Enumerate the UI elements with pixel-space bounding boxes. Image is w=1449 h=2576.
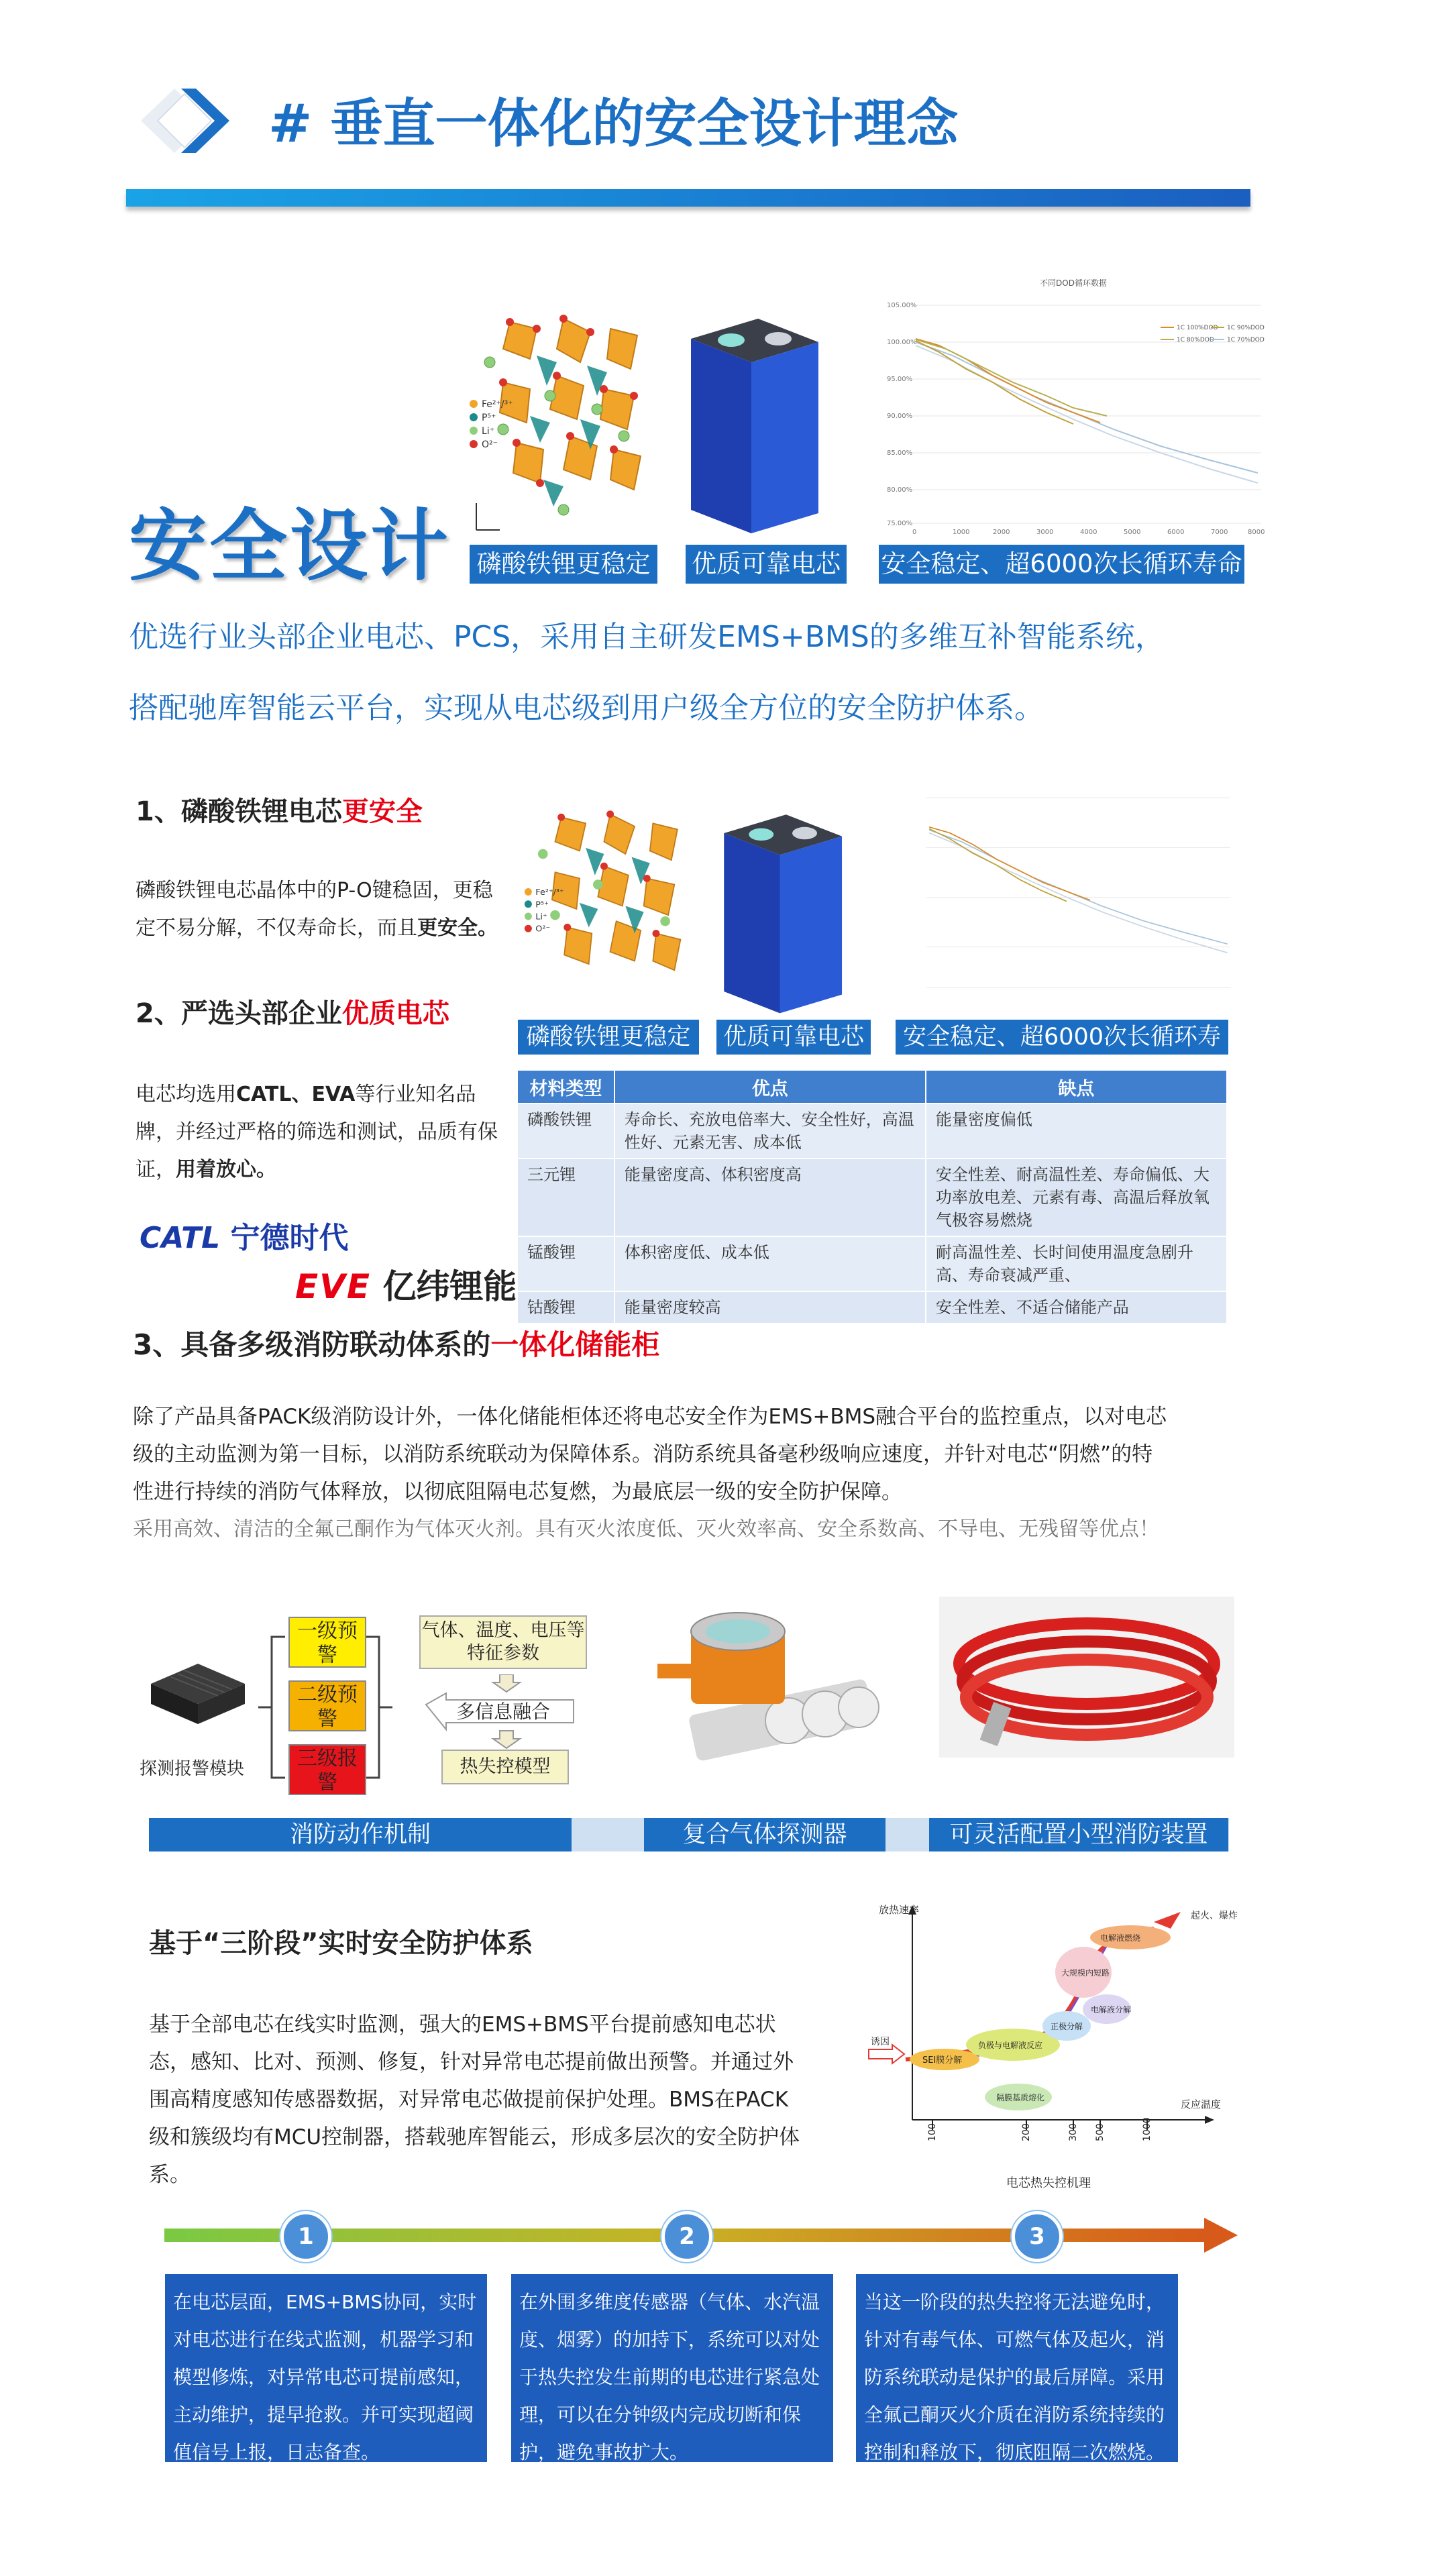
section2-heading-text: 2、严选头部企业: [136, 998, 342, 1029]
thermal-chart-caption: 电芯热失控机理: [1006, 2176, 1091, 2190]
table-cell: 锰酸锂: [517, 1236, 614, 1291]
step-badge-1: 1: [280, 2211, 331, 2262]
stage-sei-label: SEI膜分解: [922, 2055, 963, 2065]
header-underline: [126, 189, 1250, 207]
stage-electrolyte-label: 电解液分解: [1091, 2005, 1132, 2015]
svg-text:P⁵⁺: P⁵⁺: [535, 900, 549, 910]
level-1-warning: [288, 1617, 366, 1668]
table-header: 缺点: [926, 1070, 1227, 1104]
thermal-tick: 200: [1021, 2123, 1032, 2141]
material-table: [517, 1069, 1228, 1324]
model-box: [441, 1750, 569, 1784]
cycle-life-chart-2: [885, 771, 1248, 1000]
svg-text:1000: 1000: [953, 529, 970, 536]
svg-text:O²⁻: O²⁻: [535, 924, 551, 934]
svg-text:P⁵⁺: P⁵⁺: [482, 413, 496, 423]
thermal-y-label: 放热速率: [879, 1904, 920, 1916]
svg-text:1C 80%DOD: 1C 80%DOD: [1177, 337, 1214, 343]
caption-fire-mechanism: 消防动作机制: [149, 1818, 572, 1851]
section1-heading: [136, 795, 423, 828]
catl-logo: [140, 1220, 349, 1257]
level-3-alarm: [288, 1744, 366, 1795]
catl-logo-en: CATL: [140, 1221, 221, 1255]
section1-text-bold: 更安全。: [417, 916, 498, 940]
table-header: 优点: [614, 1070, 926, 1104]
stage-cathode-label: 正极分解: [1051, 2022, 1083, 2031]
section1-text: [136, 872, 498, 947]
table-header-row: [517, 1070, 1227, 1104]
table-cell: 寿命长、充放电倍率大、安全性好，高温性好、元素无害、成本低: [614, 1104, 926, 1159]
step-box-3: 当这一阶段的热失控将无法避免时，针对有毒气体、可燃气体及起火，消防系统联动是保护的最后屏障。采用全氟己酮灭火介质在消防系统持续的控制和释放下，彻底阻隔二次燃烧。: [856, 2274, 1178, 2462]
svg-text:Fe²⁺/³⁺: Fe²⁺/³⁺: [482, 399, 513, 410]
svg-text:0: 0: [912, 529, 917, 536]
section1-heading-text: 1、磷酸铁锂电芯: [136, 796, 342, 827]
three-stage-para: 基于全部电芯在线实时监测，强大的EMS+BMS平台提前感知电芯状态，感知、比对、预测、修复，针对异常电芯提前做出预警。并通过外围高精度感知传感器数据，对异常电芯做提前保护处理。BMS在PACK级和簇级均有MCU控制器，搭载驰库智能云，形成多层次的安全防护体系。: [149, 2012, 800, 2187]
svg-text:5000: 5000: [1124, 529, 1141, 536]
table-cell: 钴酸锂: [517, 1291, 614, 1324]
svg-text:8000: 8000: [1248, 529, 1265, 536]
cycle-chart-title: 不同DOD循环数据: [1040, 278, 1107, 288]
mid-caption-lfp: 磷酸铁锂更稳定: [518, 1020, 699, 1055]
mid-caption-cycle: 安全稳定、超6000次长循环寿: [896, 1020, 1228, 1055]
section3-heading-highlight: 一体化储能柜: [490, 1328, 660, 1361]
section2-heading-highlight: 优质电芯: [341, 998, 449, 1029]
level-3-label: 三级报警: [297, 1747, 358, 1794]
table-cell: 能量密度较高: [614, 1291, 926, 1324]
stage-combustion-label: 电解液燃烧: [1100, 1933, 1141, 1943]
svg-text:3000: 3000: [1036, 529, 1054, 536]
table-row: [517, 1159, 1227, 1236]
svg-text:95.00%: 95.00%: [887, 376, 913, 383]
table-row: [517, 1104, 1227, 1159]
svg-text:Fe²⁺/³⁺: Fe²⁺/³⁺: [535, 888, 564, 898]
caption-cycle-life: 安全稳定、超6000次长循环寿命: [879, 545, 1244, 584]
svg-text:2000: 2000: [993, 529, 1010, 536]
step-box-2: 在外围多维度传感器（气体、水汽温度、烟雾）的加持下，系统可以对处于热失控发生前期的电芯进行紧急处理，可以在分钟级内完成切断和保护，避免事故扩大。: [511, 2274, 833, 2462]
section2-heading: [136, 997, 449, 1030]
thermal-runaway-chart: [865, 1898, 1254, 2194]
caption-gas-detector: 复合气体探测器: [644, 1818, 885, 1851]
crystal-structure-image-2: [517, 805, 698, 1013]
three-stage-title: 基于“三阶段”实时安全防护体系: [149, 1928, 533, 1959]
gas-detector-image: [644, 1603, 906, 1771]
svg-text:1C 100%DOD: 1C 100%DOD: [1177, 325, 1218, 331]
level-1-label: 一级预警: [297, 1619, 358, 1667]
svg-text:Li⁺: Li⁺: [535, 912, 547, 922]
page-title: [268, 94, 959, 154]
table-cell: 三元锂: [517, 1159, 614, 1236]
eve-logo: [295, 1267, 517, 1307]
section2-text-bold: 用着放心。: [176, 1158, 276, 1181]
table-cell: 能量密度高、体积密度高: [614, 1159, 926, 1236]
eve-logo-en: EVE: [295, 1267, 372, 1306]
mid-caption-cell: 优质可靠电芯: [716, 1020, 871, 1055]
thermal-tick: 100: [927, 2123, 938, 2141]
svg-text:6000: 6000: [1167, 529, 1185, 536]
table-cell: 安全性差、耐高温性差、寿命偏低、大功率放电差、元素有毒、高温后释放氧气极容易燃烧: [926, 1159, 1227, 1236]
svg-text:Li⁺: Li⁺: [482, 426, 495, 437]
svg-text:75.00%: 75.00%: [887, 520, 913, 527]
caption-lfp-stable: 磷酸铁锂更稳定: [470, 545, 657, 584]
table-row: [517, 1236, 1227, 1291]
params-label: 气体、温度、电压等特征参数: [421, 1620, 585, 1664]
section3-heading: [133, 1327, 659, 1363]
section3-para-line-4: 采用高效、清洁的全氟己酮作为气体灭火剂。具有灭火浓度低、灭火效率高、安全系数高、不导电、无残留等优点！: [133, 1517, 1159, 1541]
level-2-label: 二级预警: [297, 1683, 358, 1731]
svg-text:1C 70%DOD: 1C 70%DOD: [1227, 337, 1265, 343]
thermal-tick: 1000: [1142, 2117, 1152, 2141]
fusion-label: 多信息融合: [456, 1701, 551, 1723]
step-box-1: 在电芯层面，EMS+BMS协同，实时对电芯进行在线式监测，机器学习和模型修炼，对异常电芯可提前感知，主动维护，提早抢救。并可实现超阈值信号上报，日志备查。: [165, 2274, 487, 2462]
crystal-structure-image: [463, 309, 657, 537]
section1-heading-highlight: 更安全: [341, 796, 423, 827]
caption-quality-cell: 优质可靠电芯: [686, 545, 847, 584]
intro-line-1: 优选行业头部企业电芯、PCS，采用自主研发EMS+BMS的多维互补智能系统，: [129, 620, 1165, 654]
table-cell: 耐高温性差、长时间使用温度急剧升高、寿命衰减严重、: [926, 1236, 1227, 1291]
section3-para-line-2: 级的主动监测为第一目标，以消防系统联动为保障体系。消防系统具备毫秒级响应速度，并针对电芯“阴燃”的特: [133, 1442, 1153, 1466]
thermal-inducement-label: 诱因: [871, 2037, 890, 2047]
svg-text:7000: 7000: [1211, 529, 1228, 536]
svg-text:4000: 4000: [1080, 529, 1097, 536]
table-row: [517, 1291, 1227, 1324]
section2-text-b: 等行业知名品牌，并经过严格的筛选和测试，品质有保证，: [136, 1083, 498, 1181]
eve-logo-cn: 亿纬锂能: [382, 1267, 517, 1306]
svg-text:80.00%: 80.00%: [887, 486, 913, 494]
params-box: [419, 1615, 587, 1669]
thermal-tick: 300: [1068, 2123, 1079, 2141]
svg-text:90.00%: 90.00%: [887, 413, 913, 420]
section1-text-body: 磷酸铁锂电芯晶体中的P-O键稳固，更稳定不易分解，不仅寿命长，而且: [136, 879, 493, 940]
table-cell: 安全性差、不适合储能产品: [926, 1291, 1227, 1324]
intro-line-2: 搭配驰库智能云平台，实现从电芯级到用户级全方位的安全防护体系。: [129, 691, 1044, 725]
table-header: 材料类型: [517, 1070, 614, 1104]
svg-text:1C 90%DOD: 1C 90%DOD: [1227, 325, 1265, 331]
battery-cell-image: [678, 312, 825, 537]
cycle-life-chart: [872, 275, 1275, 537]
section3-heading-text: 3、具备多级消防联动体系的: [133, 1328, 491, 1361]
detector-module-label: 探测报警模块: [140, 1759, 245, 1779]
svg-text:100.00%: 100.00%: [887, 339, 917, 346]
table-cell: 体积密度低、成本低: [614, 1236, 926, 1291]
thermal-x-label: 反应温度: [1181, 2098, 1222, 2110]
section3-para-line-1: 除了产品具备PACK级消防设计外，一体化储能柜体还将电芯安全作为EMS+BMS融合平台的监控重点，以对电芯: [133, 1405, 1167, 1429]
section3-para-line-3: 性进行持续的消防气体释放，以彻底阻隔电芯复燃，为最底层一级的安全防护保障。: [133, 1480, 902, 1504]
section2-text-brands: CATL、EVA: [236, 1083, 356, 1106]
thermal-tick: 500: [1095, 2123, 1106, 2141]
model-label: 热失控模型: [460, 1756, 551, 1777]
table-cell: 磷酸铁锂: [517, 1104, 614, 1159]
stage-separator-label: 隔膜基质熔化: [996, 2093, 1045, 2102]
stage-anode-label: 负极与电解液反应: [978, 2041, 1043, 2050]
svg-text:105.00%: 105.00%: [887, 302, 917, 309]
chevron-logo-icon: [134, 80, 248, 168]
caption-fire-device: 可灵活配置小型消防装置: [929, 1818, 1228, 1851]
svg-text:85.00%: 85.00%: [887, 449, 913, 457]
step-badge-2: 2: [661, 2211, 712, 2262]
svg-text:O²⁻: O²⁻: [482, 439, 498, 450]
stage-short-label: 大规模内短路: [1061, 1968, 1110, 1978]
table-cell: 能量密度偏低: [926, 1104, 1227, 1159]
detector-module-image: [144, 1657, 252, 1731]
thermal-ignition-label: 起火、爆炸: [1191, 1911, 1238, 1921]
big-title: 安全设计: [129, 501, 451, 592]
title-hash: #: [268, 94, 313, 154]
battery-cell-image-2: [711, 808, 849, 1016]
level-2-warning: [288, 1680, 366, 1731]
section2-text-a: 电芯均选用: [136, 1083, 236, 1106]
section2-text: [136, 1076, 498, 1189]
title-text: 垂直一体化的安全设计理念: [330, 94, 959, 154]
catl-logo-cn: 宁德时代: [230, 1221, 349, 1255]
step-badge-3: 3: [1012, 2211, 1063, 2262]
fire-tube-image: [939, 1597, 1234, 1758]
